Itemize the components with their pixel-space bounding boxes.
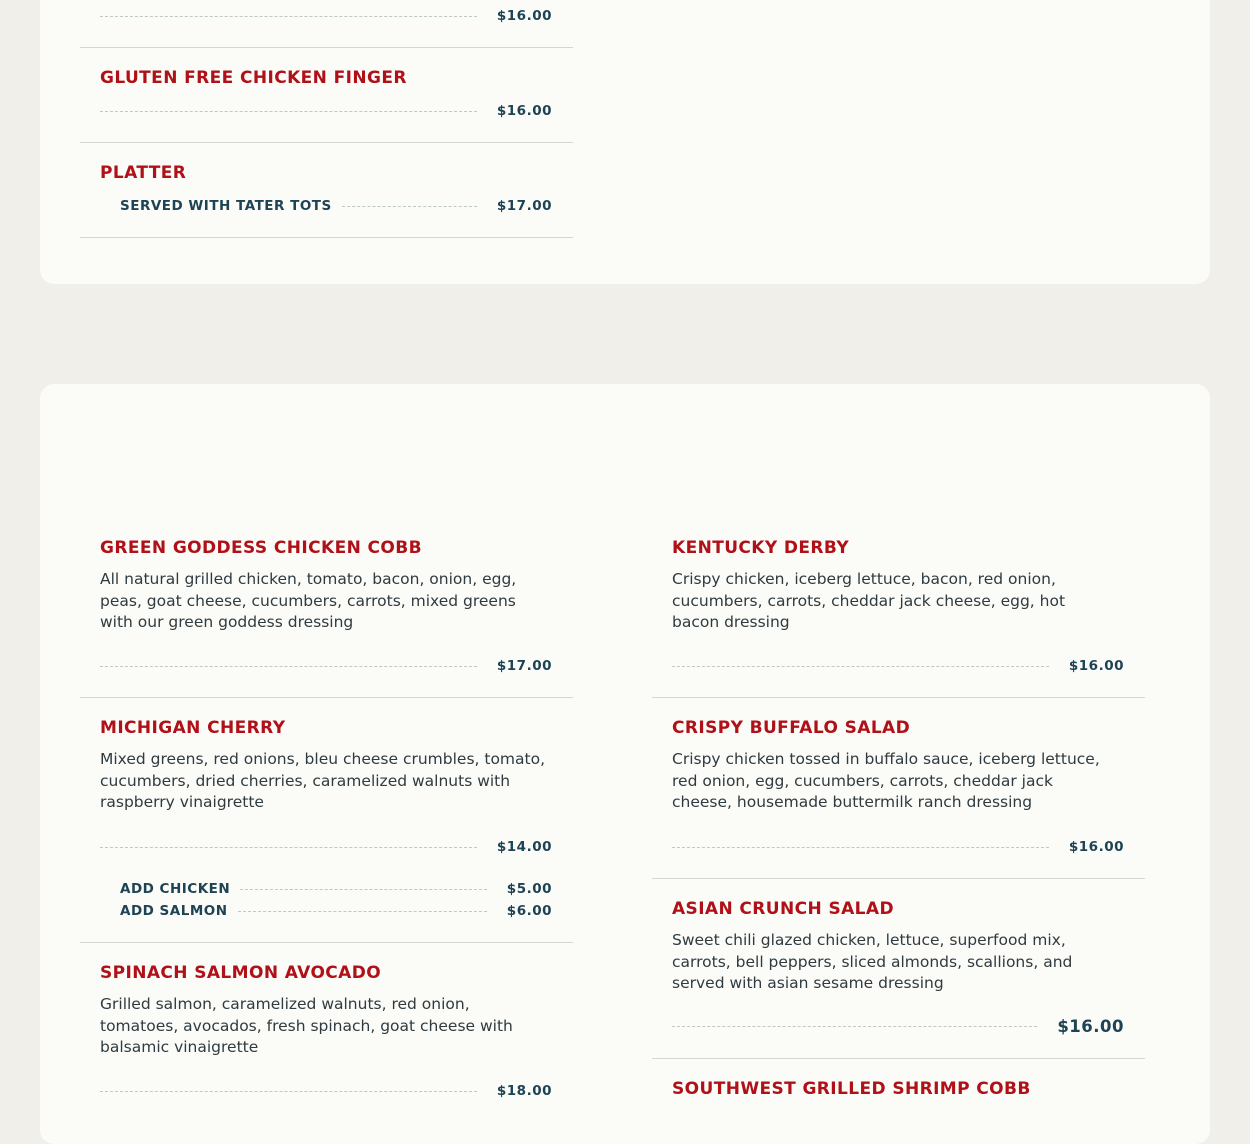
item-description: Mixed greens, red onions, bleu cheese crumbles, tomato, cucumbers, dried cherries, caramelized walnuts with raspberry vinaigrette (100, 750, 546, 812)
item-name: GREEN GODDESS CHICKEN COBB (100, 538, 422, 558)
menu-card-salads (40, 384, 1210, 1144)
menu-item-southwest-grilled-shrimp-cobb[interactable] (652, 1059, 1145, 1139)
price-leader (100, 16, 477, 17)
price-row (672, 1018, 1124, 1034)
price-leader (672, 847, 1049, 848)
item-price: $14.00 (496, 839, 552, 855)
menu-item-crispy-buffalo-salad[interactable] (652, 698, 1145, 879)
item-name: KENTUCKY DERBY (672, 538, 850, 558)
item-price: $16.00 (1068, 839, 1124, 855)
addon-price: $6.00 (506, 903, 552, 919)
price-row (672, 839, 1124, 855)
item-name: MICHIGAN CHERRY (100, 718, 286, 738)
item-name: CRISPY BUFFALO SALAD (672, 718, 911, 738)
item-description: Grilled salmon, caramelized walnuts, red onion, tomatoes, avocados, fresh spinach, goat cheese with balsamic vinaigrette (100, 995, 513, 1057)
price-leader (100, 111, 477, 112)
item-price: $16.00 (1057, 1016, 1124, 1036)
item-name: GLUTEN FREE CHICKEN FINGER (100, 68, 407, 88)
menu-item-spinach-salmon-avocado[interactable] (80, 943, 573, 1143)
menu-item-green-goddess-chicken-cobb[interactable] (80, 517, 573, 698)
menu-item-gluten-free-chicken-finger[interactable] (80, 48, 573, 143)
addon-label: ADD CHICKEN (120, 881, 231, 897)
item-name: ASIAN CRUNCH SALAD (672, 899, 894, 919)
addon-label: ADD SALMON (120, 903, 228, 919)
price-leader (240, 889, 487, 890)
menu-card-top (40, 0, 1210, 284)
menu-item-partial (80, 0, 573, 48)
item-price: $16.00 (496, 8, 552, 24)
menu-item-michigan-cherry[interactable] (80, 698, 573, 943)
item-price: $16.00 (496, 103, 552, 119)
price-leader (672, 1026, 1037, 1027)
price-row (672, 658, 1124, 674)
option-row (120, 198, 552, 214)
item-name: PLATTER (100, 163, 187, 183)
option-label: SERVED WITH TATER TOTS (120, 198, 332, 214)
price-row (100, 8, 552, 24)
addon-price: $5.00 (506, 881, 552, 897)
item-price: $16.00 (1068, 658, 1124, 674)
price-leader (672, 666, 1049, 667)
price-row (100, 1083, 552, 1099)
addon-row-chicken (120, 881, 552, 897)
item-description: Crispy chicken, iceberg lettuce, bacon, red onion, cucumbers, carrots, cheddar jack cheese, egg, hot bacon dressing (672, 570, 1066, 632)
menu-item-kentucky-derby[interactable] (652, 517, 1145, 698)
menu-item-platter[interactable] (80, 143, 573, 238)
item-description: Crispy chicken tossed in buffalo sauce, iceberg lettuce, red onion, egg, cucumbers, carrots, cheddar jack cheese, housemade buttermilk ranch dressing (672, 750, 1100, 812)
price-row (100, 658, 552, 674)
price-leader (342, 206, 477, 207)
item-name: SOUTHWEST GRILLED SHRIMP COBB (672, 1079, 1031, 1099)
price-leader (238, 911, 487, 912)
menu-item-asian-crunch-salad[interactable] (652, 879, 1145, 1059)
item-description: Sweet chili glazed chicken, lettuce, superfood mix, carrots, bell peppers, sliced almonds, scallions, and served with asian sesame dressing (672, 931, 1073, 993)
price-row (100, 103, 552, 119)
item-price: $18.00 (496, 1083, 552, 1099)
item-description: All natural grilled chicken, tomato, bacon, onion, egg, peas, goat cheese, cucumbers, carrots, mixed greens with our green goddess dressing (100, 570, 517, 632)
price-row (100, 839, 552, 855)
price-leader (100, 666, 477, 667)
addon-row-salmon (120, 903, 552, 919)
price-leader (100, 847, 477, 848)
option-price: $17.00 (496, 198, 552, 214)
item-price: $17.00 (496, 658, 552, 674)
item-name: SPINACH SALMON AVOCADO (100, 963, 382, 983)
price-leader (100, 1091, 477, 1092)
